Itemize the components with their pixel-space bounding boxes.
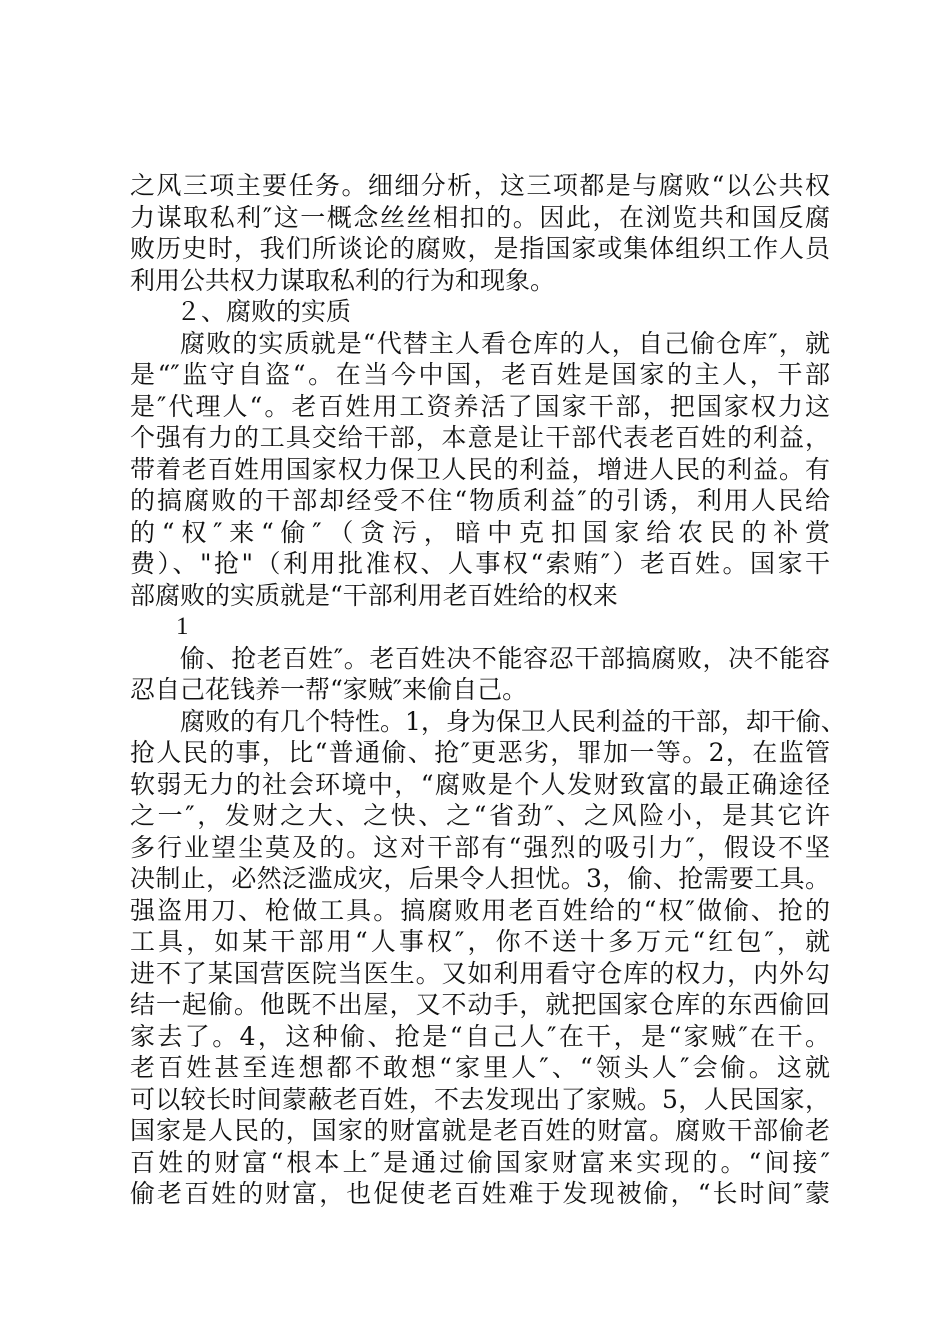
paragraph-line: 多行业望尘莫及的。这对干部有“强烈的吸引力″，假设不坚 [130, 832, 830, 862]
paragraph-line: 忍自己花钱养一帮“家贼″来偷自己。 [130, 675, 528, 704]
paragraph-line: 利用公共权力谋取私利的行为和现象。 [130, 265, 556, 295]
paragraph-line: 个强有力的工具交给干部，本意是让干部代表老百姓的利益， [130, 423, 830, 452]
paragraph-line: 可以较长时间蒙蔽老百姓，不去发现出了家贼。5，人民国家， [130, 1084, 830, 1114]
paragraph-line: 带着老百姓用国家权力保卫人民的利益，增进人民的利益。有 [130, 454, 830, 484]
paragraph-line: 百姓的财富“根本上″是通过偷国家财富来实现的。“间接″ [130, 1147, 830, 1177]
paragraph-line: 的“权″来“偷″（贪污，暗中克扣国家给农民的补赏 [130, 517, 830, 547]
paragraph-line: 国家是人民的，国家的财富就是老百姓的财富。腐败干部偷老 [130, 1116, 830, 1145]
paragraph-line: 决制止，必然泛滥成灾，后果令人担忧。3，偷、抢需要工具。 [130, 864, 830, 893]
paragraph-line: 是“″监守自盗“。在当今中国，老百姓是国家的主人，干部 [130, 360, 830, 389]
paragraph-line: 偷老百姓的财富，也促使老百姓难于发现被偷，“长时间″蒙 [130, 1179, 830, 1208]
paragraph-line: 家去了。4，这种偷、抢是“自己人″在干，是“家贼″在干。 [130, 1021, 830, 1051]
page-number: 1 [176, 613, 189, 640]
paragraph-line: 结一起偷。他既不出屋，又不动手，就把国家仓库的东西偷回 [130, 990, 830, 1019]
paragraph-first-line: 偷、抢老百姓″。老百姓决不能容忍干部搞腐败，决不能容 [180, 643, 830, 673]
paragraph-line: 软弱无力的社会环境中，“腐败是个人发财致富的最正确途径 [130, 769, 830, 799]
section-heading: ２、腐败的实质 [176, 297, 352, 326]
paragraph-line: 费）、"抢"（利用批准权、人事权“索贿″）老百姓。国家干 [130, 549, 830, 578]
document-body [130, 170, 846, 1210]
paragraph-line: 强盗用刀、枪做工具。搞腐败用老百姓给的“权″做偷、抢的 [130, 895, 830, 925]
paragraph-first-line: 腐败的实质就是“代替主人看仓库的人，自己偷仓库″，就 [180, 328, 830, 358]
paragraph-line: 之风三项主要任务。细细分析，这三项都是与腐败“以公共权 [130, 171, 830, 200]
paragraph-line: 老百姓甚至连想都不敢想“家里人″、“领头人″会偷。这就 [130, 1053, 830, 1082]
paragraph-line: 之一″，发财之大、之快、之“省劲″、之风险小，是其它许 [130, 801, 830, 830]
paragraph-line: 抢人民的事，比“普通偷、抢″更恶劣，罪加一等。2，在监管 [130, 738, 830, 767]
paragraph-line: 败历史时，我们所谈论的腐败，是指国家或集体组织工作人员 [130, 234, 830, 263]
paragraph-line: 是″代理人“。老百姓用工资养活了国家干部，把国家权力这 [130, 391, 830, 421]
paragraph-line: 工具，如某干部用“人事权″，你不送十多万元“红包″，就 [130, 927, 830, 956]
paragraph-line: 的搞腐败的干部却经受不住“物质利益″的引诱，利用人民给 [130, 486, 830, 515]
paragraph-line: 力谋取私利″这一概念丝丝相扣的。因此，在浏览共和国反腐 [130, 202, 830, 232]
paragraph-line: 进不了某国营医院当医生。又如利用看守仓库的权力，内外勾 [130, 958, 830, 988]
paragraph-line: 部腐败的实质就是“干部利用老百姓给的权来 [130, 580, 618, 610]
paragraph-first-line: 腐败的有几个特性。1，身为保卫人民利益的干部，却干偷、 [180, 706, 846, 736]
